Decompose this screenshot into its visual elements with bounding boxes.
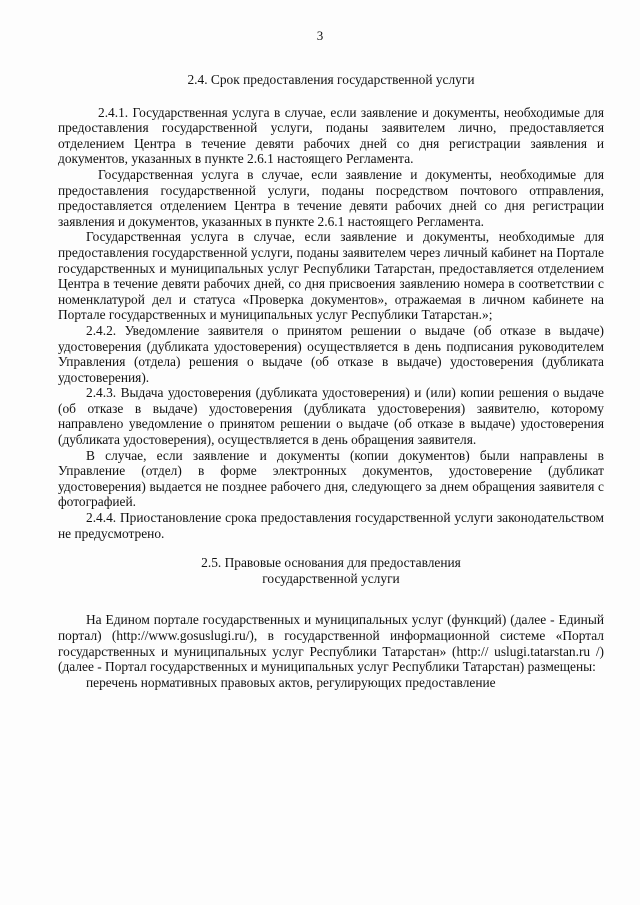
paragraph-electronic: В случае, если заявление и документы (копии документов) были направлены в Управление (отдел) в форме электронных документов, удостоверение (дубликат удостоверения) выдается не позднее рабочего дня, следующего за днем обращения заявителя с фотографией. (58, 447, 604, 510)
section-2-5-heading-line-1: 2.5. Правовые основания для предоставления (201, 555, 461, 571)
paragraph-postal: Государственная услуга в случае, если заявление и документы, необходимые для предоставления государственной услуги, поданы посредством почтового отправления, предоставляется отделением Центра в течение девяти рабочих дней со дня регистрации заявления и документов, указанных в пункте 2.6.1 настоящего Регламента. (58, 166, 604, 229)
document-body (58, 72, 604, 690)
page-number: 3 (316, 28, 324, 43)
paragraph-2-4-3: 2.4.3. Выдача удостоверения (дубликата удостоверения) и (или) копии решения о выдаче (об отказе в выдаче) удостоверения (дубликата удостоверения) заявителю, которому направлено уведомление о принятом решении о выдаче (об отказе в выдаче) удостоверения (дубликата удостоверения), осуществляется в день обращения заявителя. (58, 385, 604, 448)
paragraph-portals: На Едином портале государственных и муниципальных услуг (функций) (далее - Единый портал) (http://www.gosuslugi.ru/), в государственной информационной системе «Портал государственных и муниципальных услуг Республики Татарстан» (http:// uslugi.tatarstan.ru /) (далее - Портал государственных и муниципальных услуг Республики Татарстан) размещены: (58, 612, 604, 675)
paragraph-portal: Государственная услуга в случае, если заявление и документы, необходимые для предоставления государственной услуги, поданы заявителем через личный кабинет на Портале государственных и муниципальных услуг Республики Татарстан, предоставляется отделением Центра в течение девяти рабочих дней, со дня присвоения заявлению номера в соответствии с номенклатурой дел и статуса «Проверка документов», отражаемая в личном кабинете на Портале государственных и муниципальных услуг Республики Татарстан.»; (58, 229, 604, 323)
paragraph-legal-acts: перечень нормативных правовых актов, регулирующих предоставление (86, 674, 496, 690)
section-2-5-heading-line-2: государственной услуги (262, 570, 400, 586)
section-2-4-heading: 2.4. Срок предоставления государственной услуги (187, 72, 475, 87)
section-2-5-heading (58, 555, 604, 586)
paragraph-2-4-4: 2.4.4. Приостановление срока предоставления государственной услуги законодательством не предусмотрено. (58, 510, 604, 541)
paragraph-2-4-2: 2.4.2. Уведомление заявителя о принятом решении о выдаче (об отказе в выдаче) удостоверения (дубликата удостоверения) осуществляется в день подписания руководителем Управления (отдела) решения о выдаче (об отказе в выдаче) удостоверения (дубликата удостоверения). (58, 322, 604, 385)
paragraph-2-4-1: 2.4.1. Государственная услуга в случае, если заявление и документы, необходимые для предоставления государственной услуги, поданы заявителем лично, предоставляется отделением Центра в течение девяти рабочих дней со дня регистрации заявления и документов, указанных в пункте 2.6.1 настоящего Регламента. (58, 104, 604, 167)
